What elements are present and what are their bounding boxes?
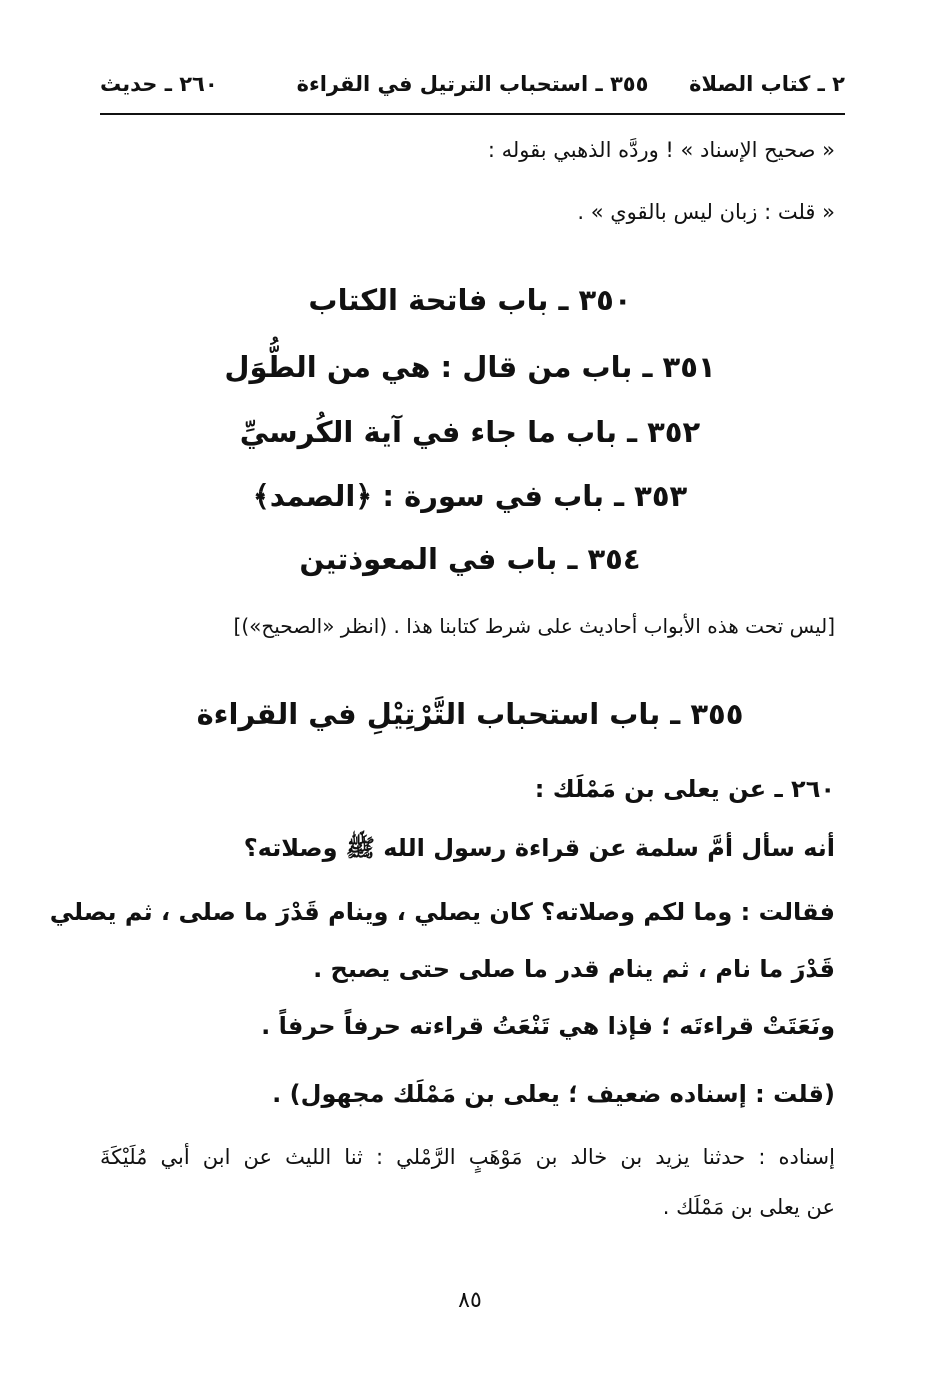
chapter-heading-354: ٣٥٤ ـ باب في المعوذتين <box>299 542 641 576</box>
chapter-heading-350: ٣٥٠ ـ باب فاتحة الكتاب <box>308 283 632 317</box>
chapter-heading-351: ٣٥١ ـ باب من قال : هي من الطُّوَل <box>224 350 716 384</box>
page-number: ٨٥ <box>458 1288 482 1313</box>
hadith-text-line-3: قَدْرَ ما نام ، ثم ينام قدر ما صلى حتى يصبح . <box>313 955 835 983</box>
hadith-text-line-2: فقالت : وما لكم وصلاته؟ كان يصلي ، وينام قَدْرَ ما صلى ، ثم يصلي <box>49 898 835 926</box>
isnad-line-1: إسناده : حدثنا يزيد بن خالد بن مَوْهَبٍ الرَّمْلي : ثنا الليث عن ابن أبي مُلَيْكَةَ <box>100 1145 835 1169</box>
hadith-grading: (قلت : إسناده ضعيف ؛ يعلى بن مَمْلَك مجهول) . <box>272 1080 835 1108</box>
hadith-number-line: ٢٦٠ ـ عن يعلى بن مَمْلَك : <box>534 775 835 803</box>
section-heading-355: ٣٥٥ ـ باب استحباب التَّرْتِيْلِ في القراءة <box>196 697 744 731</box>
header-hadith-number: ٢٦٠ ـ حديث <box>100 72 218 96</box>
editor-note: [ليس تحت هذه الأبواب أحاديث على شرط كتابنا هذا . (انظر «الصحيح»)] <box>233 614 835 638</box>
isnad-line-2: عن يعلى بن مَمْلَك . <box>662 1195 835 1219</box>
intro-line-2: « قلت : زبان ليس بالقوي » . <box>577 200 835 224</box>
running-header <box>100 72 845 102</box>
header-divider <box>100 113 845 115</box>
header-chapter-title: ٣٥٥ ـ استحباب الترتيل في القراءة <box>296 72 649 96</box>
intro-line-1: « صحيح الإسناد » ! وردَّه الذهبي بقوله : <box>487 138 835 162</box>
chapter-heading-352: ٣٥٢ ـ باب ما جاء في آية الكُرسيِّ <box>239 415 701 449</box>
header-book-title: ٢ ـ كتاب الصلاة <box>689 72 845 96</box>
hadith-text-line-1: أنه سأل أمَّ سلمة عن قراءة رسول الله ﷺ وصلاته؟ <box>243 834 835 862</box>
hadith-text-line-4: ونَعَتَتْ قراءتَه ؛ فإذا هي تَنْعَتُ قراءته حرفاً حرفاً . <box>261 1012 835 1040</box>
chapter-heading-353: ٣٥٣ ـ باب في سورة : ﴿الصمد﴾ <box>252 479 688 513</box>
